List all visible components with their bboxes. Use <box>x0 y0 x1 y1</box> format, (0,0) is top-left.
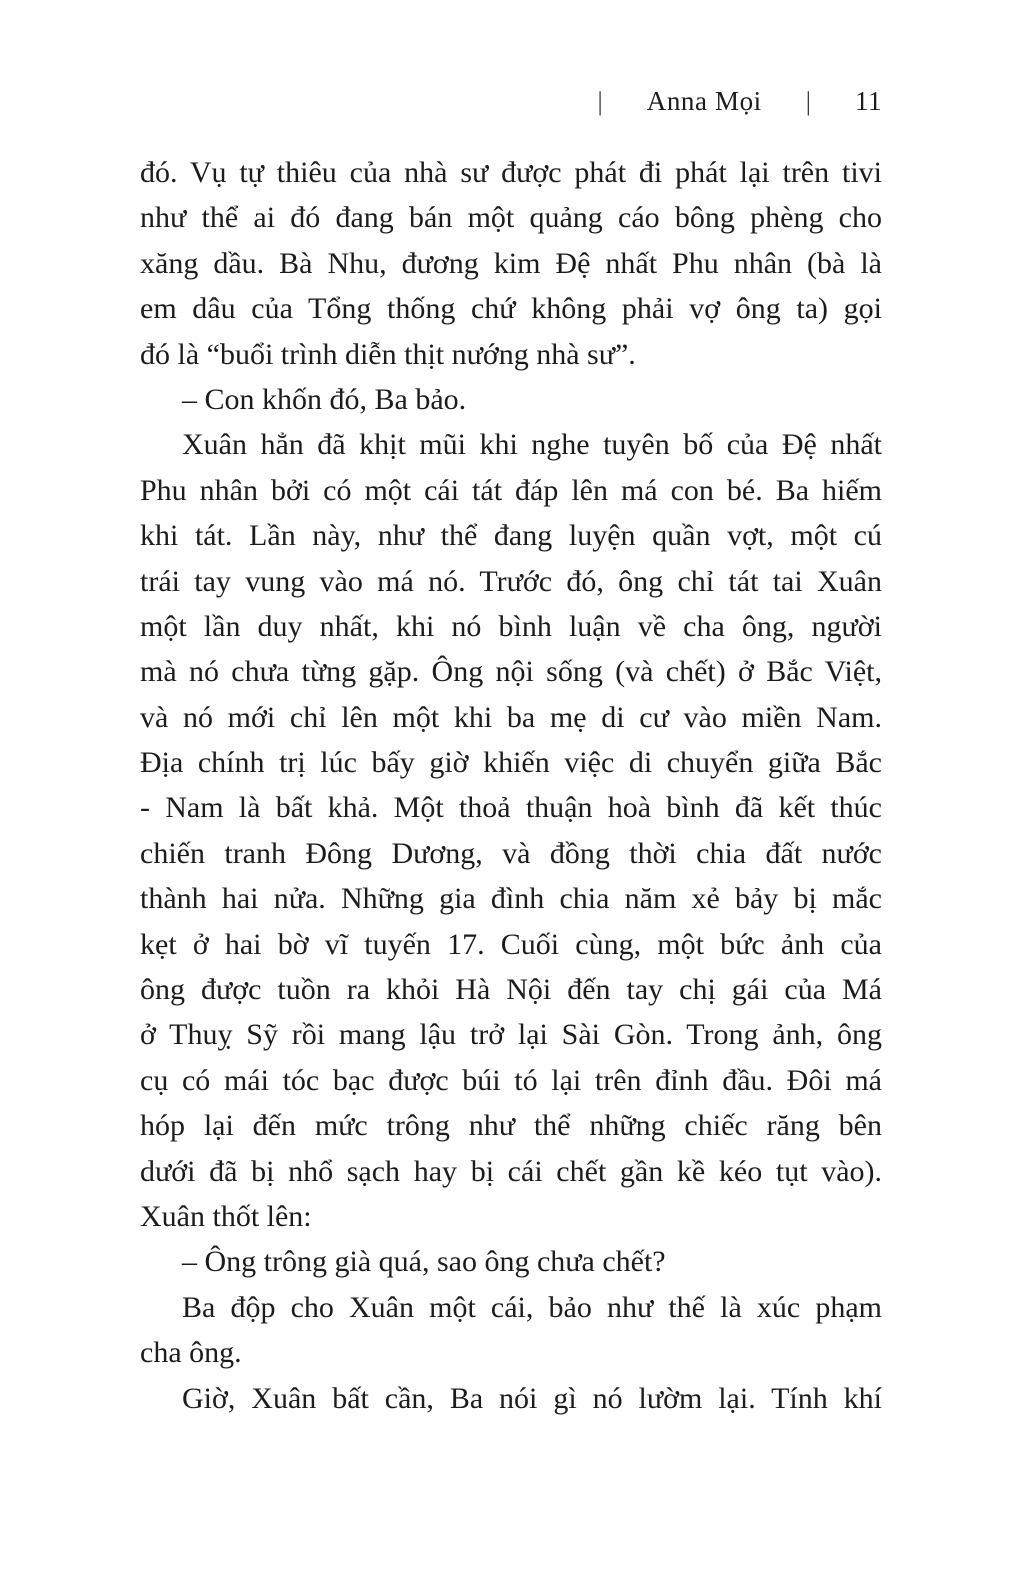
text-line: - Nam là bất khả. Một thoả thuận hoà bình đã kết thúc <box>140 791 882 825</box>
text-line: cha ông. <box>140 1336 242 1370</box>
body-text <box>140 150 882 1421</box>
text-line: trái tay vung vào má nó. Trước đó, ông chỉ tát tai Xuân <box>140 564 882 598</box>
paragraph <box>140 1285 882 1376</box>
text-line: – Con khốn đó, Ba bảo. <box>182 382 467 416</box>
text-line: và nó mới chỉ lên một khi ba mẹ di cư vào miền Nam. <box>140 700 882 734</box>
text-line: kẹt ở hai bờ vĩ tuyến 17. Cuối cùng, một bức ảnh của <box>140 927 882 961</box>
page-header <box>140 84 882 119</box>
text-line: khi tát. Lần này, như thể đang luyện quần vợt, một cú <box>140 519 882 553</box>
text-line: Giờ, Xuân bất cần, Ba nói gì nó lườm lại. Tính khí <box>182 1381 882 1415</box>
header-divider: | <box>805 87 811 116</box>
text-line: – Ông trông già quá, sao ông chưa chết? <box>182 1245 666 1279</box>
text-line: em dâu của Tổng thống chứ không phải vợ ông ta) gọi <box>140 292 882 326</box>
text-line: Phu nhân bởi có một cái tát đáp lên má con bé. Ba hiếm <box>140 473 882 507</box>
text-line: ông được tuồn ra khỏi Hà Nội đến tay chị gái của Má <box>140 973 882 1007</box>
paragraph <box>140 1376 882 1421</box>
paragraph <box>140 377 882 422</box>
text-line: cụ có mái tóc bạc được búi tó lại trên đỉnh đầu. Đôi má <box>140 1063 882 1097</box>
text-line: thành hai nửa. Những gia đình chia năm xẻ bảy bị mắc <box>140 882 882 916</box>
text-line: đó là “buổi trình diễn thịt nướng nhà sư”. <box>140 337 636 371</box>
paragraph <box>140 1239 882 1284</box>
text-line: ở Thuỵ Sỹ rồi mang lậu trở lại Sài Gòn. Trong ảnh, ông <box>140 1018 882 1052</box>
text-line: Xuân thốt lên: <box>140 1199 312 1233</box>
text-line: như thể ai đó đang bán một quảng cáo bông phèng cho <box>140 201 882 235</box>
text-line: dưới đã bị nhổ sạch hay bị cái chết gần kề kéo tụt vào). <box>140 1154 882 1188</box>
text-line: Xuân hẳn đã khịt mũi khi nghe tuyên bố của Đệ nhất <box>182 428 882 462</box>
header-divider: | <box>597 87 603 116</box>
paragraph <box>140 150 882 377</box>
page-number: 11 <box>855 86 882 116</box>
running-title: Anna Mọi <box>646 86 762 116</box>
text-line: một lần duy nhất, khi nó bình luận về cha ông, người <box>140 609 882 643</box>
paragraph <box>140 422 882 1239</box>
text-line: đó. Vụ tự thiêu của nhà sư được phát đi phát lại trên tivi <box>140 156 882 189</box>
text-line: mà nó chưa từng gặp. Ông nội sống (và chết) ở Bắc Việt, <box>140 655 882 689</box>
text-line: Địa chính trị lúc bấy giờ khiến việc di chuyển giữa Bắc <box>140 746 882 780</box>
text-line: xăng dầu. Bà Nhu, đương kim Đệ nhất Phu nhân (bà là <box>140 246 882 280</box>
text-line: Ba độp cho Xuân một cái, bảo như thế là xúc phạm <box>182 1290 882 1324</box>
text-line: hóp lại đến mức trông như thể những chiếc răng bên <box>140 1109 882 1143</box>
text-line: chiến tranh Đông Dương, và đồng thời chia đất nước <box>140 836 882 870</box>
